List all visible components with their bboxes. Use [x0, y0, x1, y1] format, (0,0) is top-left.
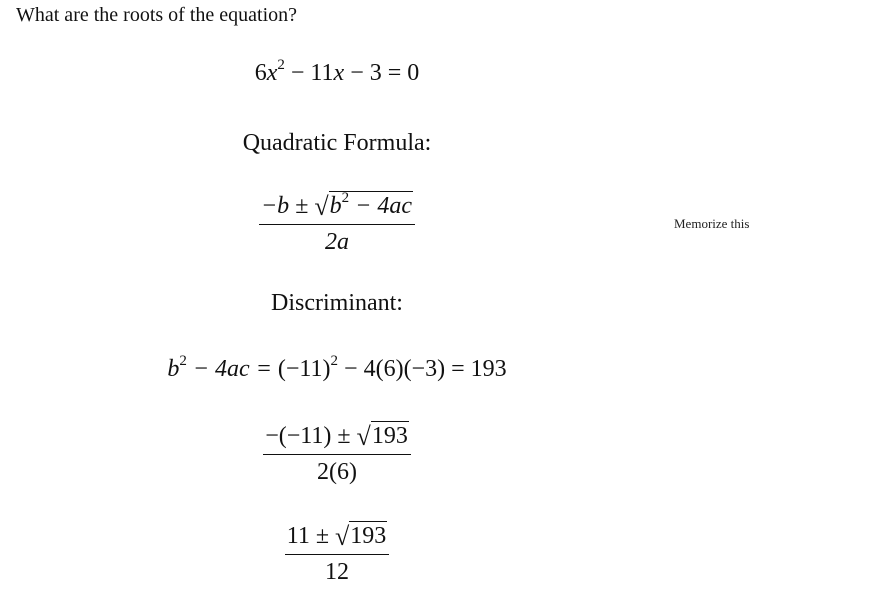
step2-radicand: 193 [350, 523, 387, 549]
step1-numerator [263, 422, 411, 455]
equation-eq: = [387, 60, 402, 86]
radicand-b: b [329, 193, 342, 219]
disc-sub-part2: − 4(6)(−3) = 193 [344, 356, 507, 382]
radical-sign: √ [356, 422, 371, 451]
formula-heading: Quadratic Formula: [242, 130, 432, 156]
equation [0, 57, 674, 87]
step2-num-left: 11 ± [286, 523, 329, 549]
question-text: What are the roots of the equation? [16, 4, 297, 26]
formula-neg-b: −b [260, 193, 290, 219]
formula-radicand [329, 191, 413, 219]
disc-sub-part1: (−11) [277, 356, 331, 382]
radicand-rest: − 4ac [355, 193, 412, 219]
discriminant-heading: Discriminant: [271, 290, 403, 316]
formula-denominator: 2a [324, 229, 349, 255]
step2-fraction [285, 522, 390, 586]
step1-radicand: 193 [371, 423, 408, 449]
equation-exp: 2 [277, 57, 285, 73]
radical-sign: √ [335, 522, 350, 551]
radicand-exp: 2 [341, 190, 350, 206]
step2-fraction-row [0, 522, 674, 586]
step1-num-left: −(−11) ± [265, 423, 351, 449]
equation-b: 11 [310, 60, 334, 86]
discriminant-equation [0, 353, 674, 383]
disc-b: b [167, 356, 180, 382]
equation-rhs: 0 [407, 60, 420, 86]
step2-sqrt [335, 522, 387, 550]
step1-denominator: 2(6) [317, 459, 357, 485]
formula-sqrt [314, 192, 413, 220]
formula-pm: ± [295, 193, 309, 219]
disc-sub-exp: 2 [330, 353, 339, 369]
equation-x2: x [333, 60, 345, 86]
formula-numerator [259, 192, 415, 225]
step2-denominator: 12 [325, 559, 349, 585]
disc-b-exp: 2 [179, 353, 187, 369]
equation-x: x [266, 60, 278, 86]
memorize-note: Memorize this [674, 216, 750, 231]
equation-minus-1: − [290, 60, 305, 86]
equation-a: 6 [254, 60, 267, 86]
equation-minus-2: − [350, 60, 364, 86]
step1-fraction-row [0, 422, 674, 486]
disc-rest: − 4ac = [192, 356, 272, 382]
radical-sign: √ [314, 192, 329, 221]
formula-fraction [259, 192, 415, 256]
equation-c: 3 [369, 60, 382, 86]
quadratic-formula [0, 192, 674, 256]
step1-fraction [263, 422, 411, 486]
step2-numerator [285, 522, 390, 555]
step1-sqrt [357, 422, 409, 450]
